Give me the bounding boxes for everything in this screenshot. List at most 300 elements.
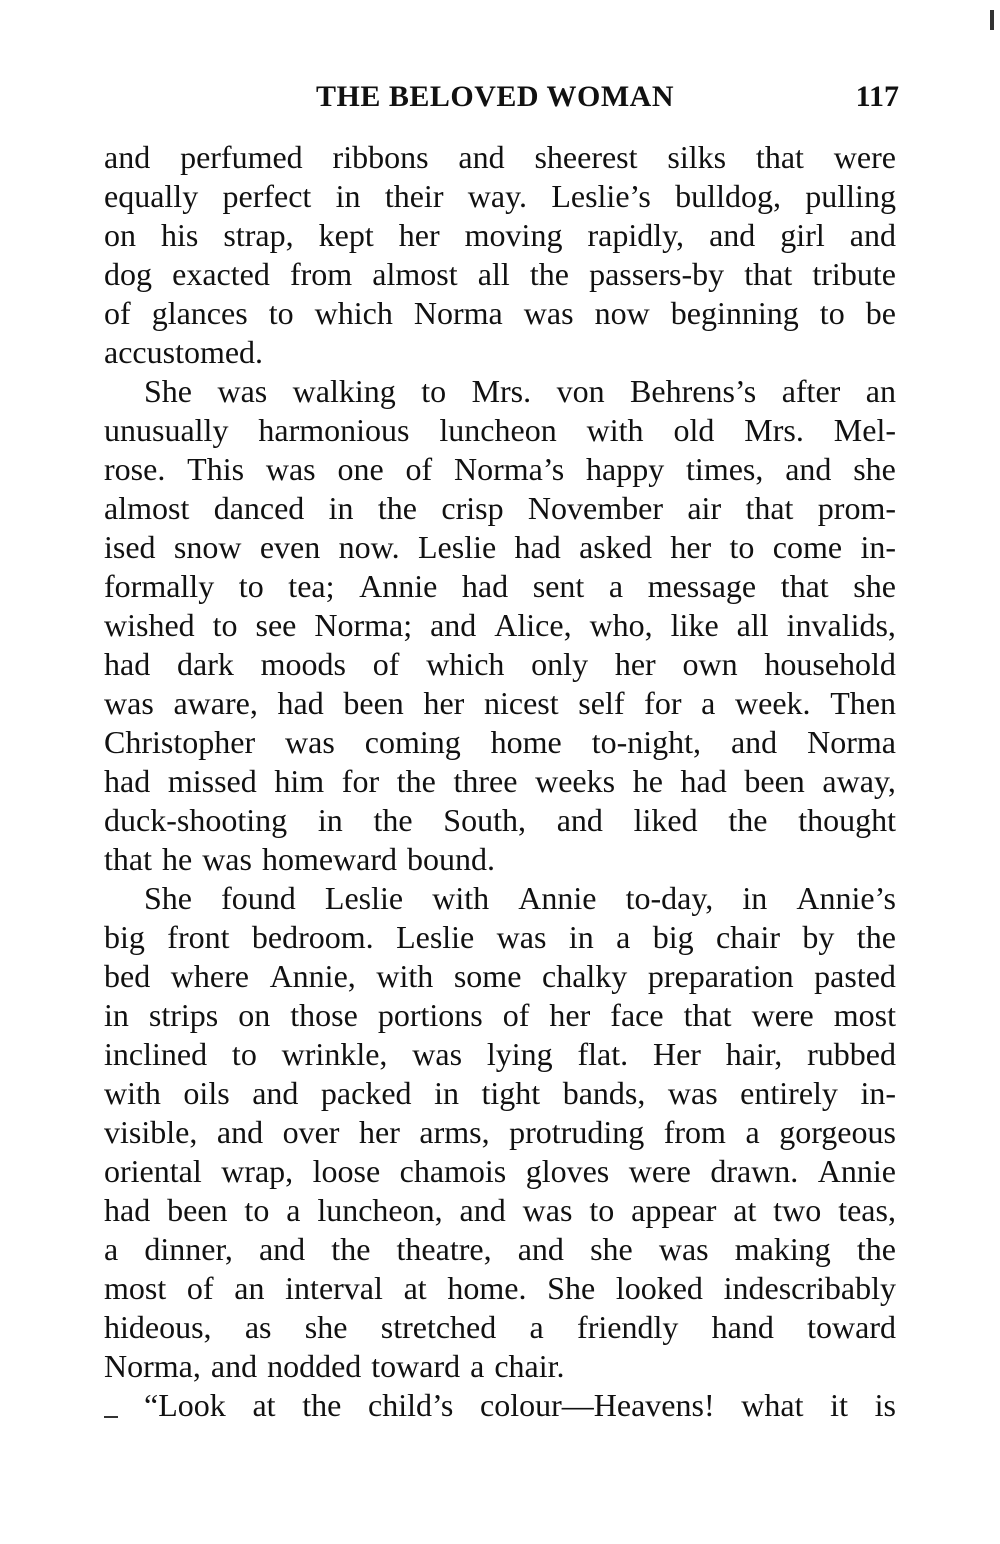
- paragraph-start-line: [104, 879, 896, 918]
- word: three: [453, 763, 518, 799]
- word: ribbons: [332, 139, 429, 175]
- word: been: [167, 1192, 228, 1228]
- word: all: [736, 607, 769, 643]
- text-line: [104, 333, 896, 372]
- word: glances: [151, 295, 248, 331]
- word: now: [594, 295, 650, 331]
- word: thought: [798, 802, 896, 838]
- text-line: [104, 1191, 896, 1230]
- word: were: [833, 139, 896, 175]
- word: girl: [780, 217, 825, 253]
- word: in: [104, 997, 129, 1033]
- word: after: [781, 373, 841, 409]
- word: a: [701, 685, 716, 721]
- word: be: [865, 295, 896, 331]
- word: and: [730, 724, 778, 760]
- text-line: [104, 645, 896, 684]
- word: packed: [320, 1075, 412, 1111]
- word: week.: [735, 685, 811, 721]
- word: a: [529, 1309, 544, 1345]
- word: it: [830, 1387, 848, 1423]
- text-line: [104, 411, 896, 450]
- word: with: [432, 880, 490, 916]
- word: had: [680, 763, 727, 799]
- word: Leslie: [417, 529, 497, 565]
- word: She: [144, 373, 192, 409]
- word: Norma,: [104, 1348, 201, 1384]
- word: to: [238, 568, 264, 604]
- word: silks: [667, 139, 727, 175]
- word: some: [453, 958, 522, 994]
- word: prom-: [817, 490, 896, 526]
- word: that: [755, 139, 804, 175]
- word: like: [670, 607, 719, 643]
- word: Norma’s: [453, 451, 565, 487]
- word: to-night,: [591, 724, 702, 760]
- word: big: [652, 919, 694, 955]
- word: an: [234, 1270, 265, 1306]
- word: at: [733, 1192, 757, 1228]
- word: inclined: [104, 1036, 208, 1072]
- word: a: [745, 1114, 760, 1150]
- text-line: [104, 294, 896, 333]
- word: oils: [183, 1075, 230, 1111]
- running-title: THE BELOVED WOMAN: [316, 80, 674, 113]
- word: rose.: [104, 451, 166, 487]
- text-line: [104, 489, 896, 528]
- word: him: [274, 763, 325, 799]
- word: Annie’s: [796, 880, 896, 916]
- word: duck-shooting: [104, 802, 288, 838]
- word: the: [728, 802, 768, 838]
- word: to: [729, 529, 755, 565]
- word: flat.: [577, 1036, 629, 1072]
- word: was: [104, 685, 154, 721]
- word: perfect: [222, 178, 312, 214]
- word: ised: [104, 529, 156, 565]
- word: come: [772, 529, 843, 565]
- word: his: [161, 217, 199, 253]
- word: had: [277, 685, 324, 721]
- word: to: [268, 295, 294, 331]
- word: all: [477, 256, 510, 292]
- print-speck: [990, 10, 994, 30]
- word: had: [461, 568, 509, 604]
- word: was: [217, 373, 268, 409]
- word: a: [616, 919, 631, 955]
- word: way.: [467, 178, 528, 214]
- word: exacted: [172, 256, 270, 292]
- word: moods: [260, 646, 346, 682]
- word: of: [104, 295, 131, 331]
- word: the: [396, 763, 436, 799]
- word: been: [744, 763, 805, 799]
- word: had: [104, 646, 151, 682]
- word: Annie: [817, 1153, 896, 1189]
- word: old: [673, 412, 715, 448]
- word: tea;: [288, 568, 335, 604]
- word: harmonious: [258, 412, 410, 448]
- word: she: [304, 1309, 348, 1345]
- word: teas,: [838, 1192, 896, 1228]
- word: Norma: [413, 295, 503, 331]
- text-line: [104, 528, 896, 567]
- word: pulling: [805, 178, 896, 214]
- word: hand: [711, 1309, 774, 1345]
- word: in: [742, 880, 768, 916]
- paragraph-start-line: [104, 1386, 896, 1425]
- running-head: [104, 80, 899, 120]
- word: kept: [318, 217, 374, 253]
- text-line: [104, 138, 896, 177]
- word: were: [628, 1153, 691, 1189]
- word: bound.: [407, 841, 496, 877]
- word: been: [343, 685, 404, 721]
- word: This: [187, 451, 245, 487]
- word: even: [259, 529, 321, 565]
- word: chalky: [541, 958, 628, 994]
- word: visible,: [104, 1114, 198, 1150]
- word: of: [502, 997, 530, 1033]
- word: dark: [176, 646, 234, 682]
- word: liked: [633, 802, 698, 838]
- body-text: [104, 138, 896, 1425]
- word: that: [744, 256, 793, 292]
- word: front: [167, 919, 230, 955]
- word: face: [610, 997, 664, 1033]
- word: for: [644, 685, 682, 721]
- word: to: [421, 373, 447, 409]
- word: of: [405, 451, 433, 487]
- word: with: [376, 958, 434, 994]
- word: in-: [860, 1075, 896, 1111]
- word: crisp: [441, 490, 504, 526]
- word: toward: [807, 1309, 896, 1345]
- word: theatre,: [396, 1231, 492, 1267]
- word: Christopher: [104, 724, 256, 760]
- word: November: [527, 490, 663, 526]
- word: the: [856, 1231, 896, 1267]
- word: is: [874, 1387, 896, 1423]
- word: was: [412, 1036, 463, 1072]
- word: she: [590, 1231, 633, 1267]
- word: in: [328, 490, 354, 526]
- word: she: [853, 568, 896, 604]
- word: Behrens’s: [630, 373, 757, 409]
- word: passers-by: [589, 256, 725, 292]
- text-line: [104, 957, 896, 996]
- word: and: [430, 607, 477, 643]
- word: weeks: [535, 763, 616, 799]
- word: rapidly,: [587, 217, 685, 253]
- word: arms,: [419, 1114, 490, 1150]
- word: was: [265, 451, 316, 487]
- word: luncheon,: [317, 1192, 443, 1228]
- word: tribute: [812, 256, 896, 292]
- word: at: [252, 1387, 276, 1423]
- word: in: [317, 802, 343, 838]
- word: and: [849, 217, 896, 253]
- word: invalids,: [786, 607, 896, 643]
- word: in-: [860, 529, 896, 565]
- word: the: [331, 1231, 371, 1267]
- word: in: [568, 919, 594, 955]
- word: loose: [312, 1153, 381, 1189]
- word: home.: [447, 1270, 527, 1306]
- word: entirely: [740, 1075, 838, 1111]
- word: had: [514, 529, 561, 565]
- word: Annie: [359, 568, 438, 604]
- word: formally: [104, 568, 215, 604]
- word: their: [384, 178, 444, 214]
- text-line: [104, 723, 896, 762]
- word: wrinkle,: [281, 1036, 388, 1072]
- word: to: [231, 1036, 257, 1072]
- word: own: [682, 646, 738, 682]
- word: toward: [371, 1348, 461, 1384]
- word: two: [773, 1192, 822, 1228]
- word: he: [161, 841, 193, 877]
- word: a: [286, 1192, 301, 1228]
- word: preparation: [647, 958, 794, 994]
- word: had: [104, 1192, 151, 1228]
- word: the: [856, 919, 896, 955]
- word: that: [780, 568, 829, 604]
- word: with: [586, 412, 644, 448]
- word: had: [104, 763, 151, 799]
- word: protruding: [509, 1114, 645, 1150]
- word: which: [314, 295, 393, 331]
- word: unusually: [104, 412, 229, 448]
- word: luncheon: [439, 412, 557, 448]
- word: rubbed: [807, 1036, 896, 1072]
- word: self: [578, 685, 625, 721]
- word: drawn.: [710, 1153, 799, 1189]
- word: air: [687, 490, 722, 526]
- word: Annie: [518, 880, 597, 916]
- word: aware,: [173, 685, 258, 721]
- word: and: [252, 1075, 299, 1111]
- word: coming: [364, 724, 461, 760]
- word: von: [556, 373, 605, 409]
- word: equally: [104, 178, 199, 214]
- text-line: [104, 450, 896, 489]
- text-line: [104, 606, 896, 645]
- word: dinner,: [144, 1231, 233, 1267]
- word: making: [734, 1231, 831, 1267]
- word: big: [104, 919, 145, 955]
- word: missed: [167, 763, 257, 799]
- text-line: [104, 684, 896, 723]
- text-line: [104, 801, 896, 840]
- word: a: [470, 1348, 485, 1384]
- word: lying: [486, 1036, 553, 1072]
- word: nicest: [483, 685, 559, 721]
- word: the: [529, 256, 569, 292]
- text-line: [104, 177, 896, 216]
- text-line: [104, 1347, 896, 1386]
- word: Leslie: [396, 919, 475, 955]
- word: Norma: [807, 724, 896, 760]
- word: chair: [716, 919, 780, 955]
- word: Mrs.: [471, 373, 532, 409]
- word: Mrs.: [744, 412, 804, 448]
- page-number: 117: [855, 80, 899, 113]
- word: sheerest: [534, 139, 638, 175]
- word: and: [258, 1231, 306, 1267]
- word: gorgeous: [779, 1114, 896, 1150]
- text-line: [104, 1074, 896, 1113]
- word: almost: [372, 256, 458, 292]
- text-line: [104, 255, 896, 294]
- word: and: [785, 451, 832, 487]
- word: and: [556, 802, 603, 838]
- word: the: [377, 490, 417, 526]
- word: home: [490, 724, 562, 760]
- word: to: [212, 607, 238, 643]
- word: most: [833, 997, 896, 1033]
- word: and: [709, 217, 756, 253]
- word: times,: [686, 451, 764, 487]
- word: was: [658, 1231, 709, 1267]
- word: and: [104, 139, 151, 175]
- word: and: [216, 1114, 264, 1150]
- word: bulldog,: [675, 178, 781, 214]
- word: moving: [464, 217, 563, 253]
- word: she: [853, 451, 896, 487]
- word: her: [358, 1114, 400, 1150]
- word: her: [549, 997, 591, 1033]
- word: away,: [822, 763, 896, 799]
- word: for: [341, 763, 380, 799]
- word: only: [531, 646, 589, 682]
- word: on: [104, 217, 136, 253]
- word: her: [423, 685, 465, 721]
- word: happy: [586, 451, 665, 487]
- word: was: [496, 919, 547, 955]
- word: her: [614, 646, 656, 682]
- word: snow: [173, 529, 242, 565]
- word: walking: [292, 373, 396, 409]
- word: from: [289, 256, 353, 292]
- word: who,: [589, 607, 653, 643]
- word: chamois: [399, 1153, 507, 1189]
- word: to-day,: [625, 880, 714, 916]
- word: almost: [104, 490, 190, 526]
- word: hair,: [725, 1036, 783, 1072]
- word: where: [170, 958, 249, 994]
- word: interval: [285, 1270, 383, 1306]
- word: in: [335, 178, 361, 214]
- word: Norma;: [314, 607, 413, 643]
- word: and: [210, 1348, 258, 1384]
- word: on: [238, 997, 271, 1033]
- word: her: [670, 529, 712, 565]
- word: her: [398, 217, 440, 253]
- text-line: [104, 1113, 896, 1152]
- word: gloves: [525, 1153, 610, 1189]
- word: at: [403, 1270, 427, 1306]
- word: stretched: [380, 1309, 497, 1345]
- word: friendly: [577, 1309, 679, 1345]
- word: over: [282, 1114, 340, 1150]
- word: child’s: [368, 1387, 454, 1423]
- word: Mel-: [833, 412, 896, 448]
- word: Her: [652, 1036, 701, 1072]
- print-speck: [104, 1416, 118, 1418]
- word: to: [819, 295, 845, 331]
- word: She: [547, 1270, 596, 1306]
- word: pasted: [814, 958, 896, 994]
- word: She: [144, 880, 192, 916]
- word: was: [667, 1075, 718, 1111]
- word: dog: [104, 256, 152, 292]
- text-line: [104, 567, 896, 606]
- word: by: [802, 919, 835, 955]
- word: which: [426, 646, 505, 682]
- word: of: [372, 646, 400, 682]
- word: was: [522, 1192, 573, 1228]
- word: asked: [579, 529, 652, 565]
- word: of: [186, 1270, 214, 1306]
- text-line: [104, 1269, 896, 1308]
- word: “Look: [144, 1387, 226, 1423]
- word: perfumed: [180, 139, 303, 175]
- word: Leslie’s: [551, 178, 651, 214]
- word: in: [434, 1075, 459, 1111]
- word: household: [764, 646, 896, 682]
- word: and: [459, 1192, 506, 1228]
- word: that: [683, 997, 732, 1033]
- paragraph-start-line: [104, 372, 896, 411]
- word: Then: [830, 685, 896, 721]
- word: hideous,: [104, 1309, 212, 1345]
- word: bed: [104, 958, 151, 994]
- text-line: [104, 1035, 896, 1074]
- word: looked: [615, 1270, 703, 1306]
- text-line: [104, 1308, 896, 1347]
- word: oriental: [104, 1153, 202, 1189]
- word: as: [244, 1309, 272, 1345]
- word: found: [221, 880, 296, 916]
- word: strips: [148, 997, 219, 1033]
- word: now.: [338, 529, 400, 565]
- word: was: [523, 295, 574, 331]
- word: bands,: [562, 1075, 646, 1111]
- word: was: [285, 724, 335, 760]
- word: were: [751, 997, 814, 1033]
- word: colour—Heavens!: [480, 1387, 715, 1423]
- word: Annie,: [269, 958, 356, 994]
- word: wrap,: [221, 1153, 294, 1189]
- word: strap,: [223, 217, 294, 253]
- text-line: [104, 216, 896, 255]
- word: nodded: [267, 1348, 362, 1384]
- word: Leslie: [324, 880, 404, 916]
- word: indescribably: [723, 1270, 896, 1306]
- word: beginning: [670, 295, 799, 331]
- word: South,: [443, 802, 526, 838]
- word: accustomed.: [104, 334, 264, 370]
- text-line: [104, 1152, 896, 1191]
- word: a: [104, 1231, 119, 1267]
- word: one: [337, 451, 384, 487]
- word: to: [244, 1192, 270, 1228]
- word: and: [517, 1231, 564, 1267]
- word: a: [608, 568, 624, 604]
- word: and: [458, 139, 505, 175]
- word: those: [290, 997, 358, 1033]
